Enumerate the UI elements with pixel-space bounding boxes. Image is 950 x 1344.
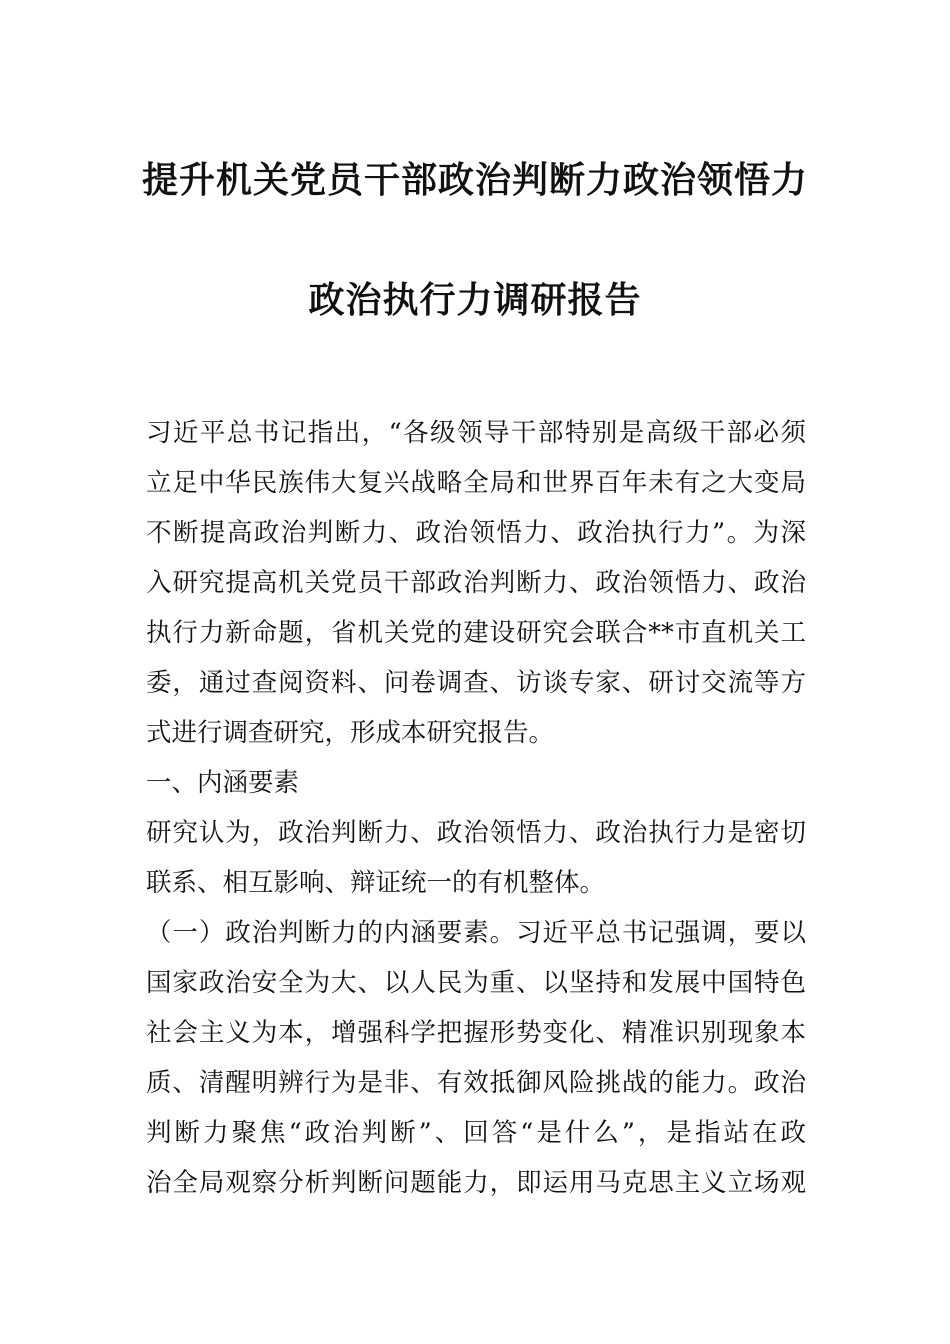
body-line: 委，通过查阅资料、问卷调查、访谈专家、研讨交流等方 — [146, 668, 806, 698]
body-line: 不断提高政治判断力、政治领悟力、政治执行力”。为深 — [146, 518, 806, 548]
body-line: 判断力聚焦“政治判断”、回答“是什么”，是指站在政 — [146, 1118, 806, 1148]
body-line: 联系、相互影响、辩证统一的有机整体。 — [146, 868, 606, 898]
body-line: 治全局观察分析判断问题能力，即运用马克思主义立场观 — [146, 1168, 806, 1198]
body-line: 式进行调查研究，形成本研究报告。 — [146, 718, 555, 748]
body-line: 国家政治安全为大、以人民为重、以坚持和发展中国特色 — [146, 968, 806, 998]
body-line: 入研究提高机关党员干部政治判断力、政治领悟力、政治 — [146, 568, 806, 598]
body-line: 立足中华民族伟大复兴战略全局和世界百年未有之大变局 — [146, 468, 806, 498]
body-line: （一）政治判断力的内涵要素。习近平总书记强调，要以 — [146, 918, 806, 948]
section-heading: 一、内涵要素 — [146, 768, 300, 798]
body-line: 执行力新命题，省机关党的建设研究会联合**市直机关工 — [146, 618, 806, 648]
document-body — [146, 408, 806, 1208]
document-title-line-2: 政治执行力调研报告 — [308, 279, 642, 321]
body-line: 习近平总书记指出，“各级领导干部特别是高级干部必须 — [146, 418, 806, 448]
body-line: 研究认为，政治判断力、政治领悟力、政治执行力是密切 — [146, 818, 806, 848]
body-line: 社会主义为本，增强科学把握形势变化、精准识别现象本 — [146, 1018, 806, 1048]
body-line: 质、清醒明辨行为是非、有效抵御风险挑战的能力。政治 — [146, 1068, 806, 1098]
document-title-line-1: 提升机关党员干部政治判断力政治领悟力 — [141, 159, 808, 201]
